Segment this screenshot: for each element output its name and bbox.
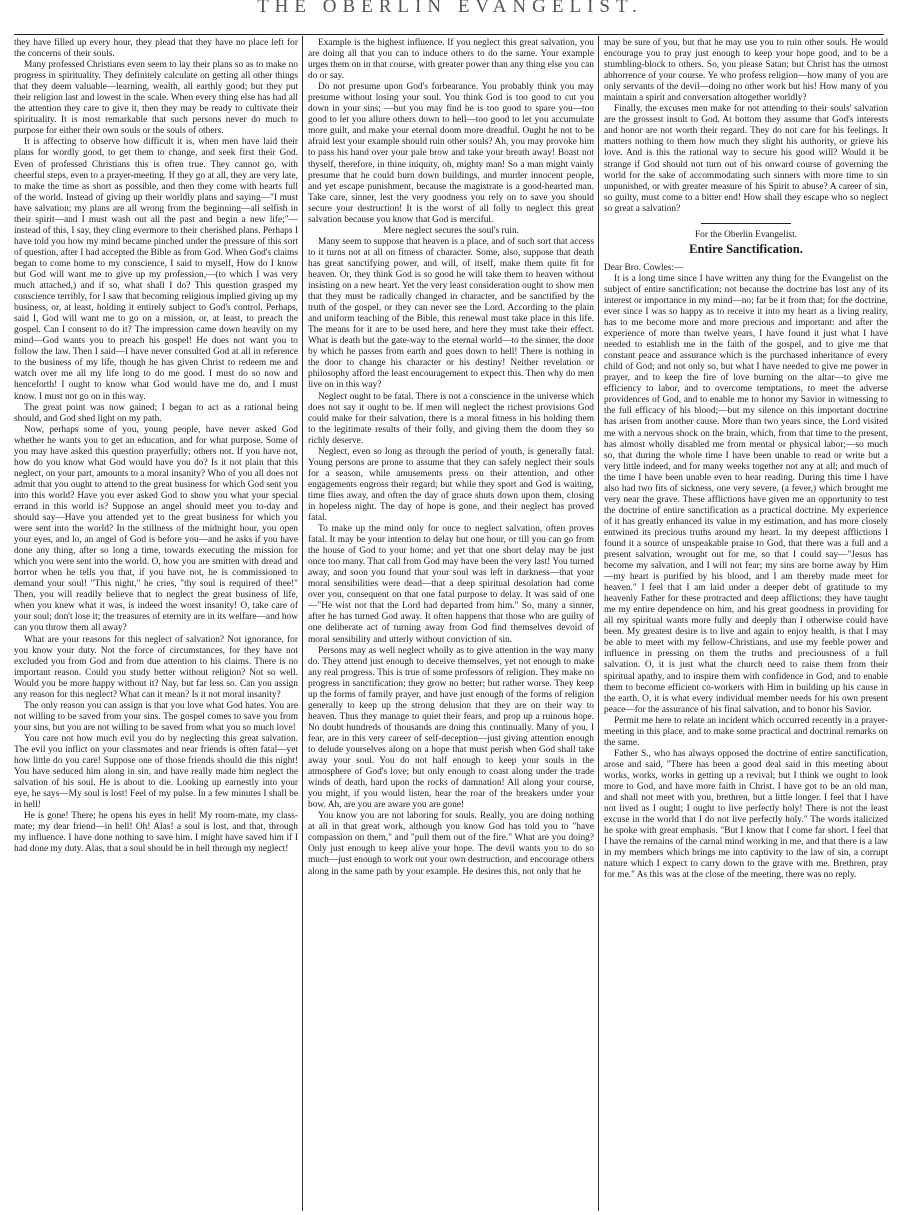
paragraph: To make up the mind only for once to neglect salvation, often proves fatal. It may be your intention to delay but one hour, or till you can go from the house of God to your home; and yet that one short delay may be just once too many. That call from God may have been the very last! You turned away, and soon you found that your soul was left in darkness—that your moral sensibilities were dead—that a deep spiritual desolation had come over you, consequent on that one fatal purpose to delay. It was said of one—"He wist not that the Lord had departed from him." So, many a sinner, after he has turned God away. It often happens that those who are guilty of one deliberate act of turning away from God find themselves devoid of moral sensibility and utterly without conviction of sin. [308,524,594,645]
article-end [604,38,888,215]
paragraph: You care not how much evil you do by neglecting this great salvation. The evil you inflict on your classmates and near friends is often fatal—yet how little do you care! Suppose one of those friends should die this night! You have seduced him along in sin, and have really made him neglect the salvation of his soul. He is about to die. Looking up earnestly into your eye, he says—My soul is lost! Feel of my pulse. In a few minutes I shall be in hell! [14,733,298,811]
paragraph: The only reason you can assign is that you love what God hates. You are not willing to be saved from your sins. The gospel comes to save you from your sins, but you are not willing to be saved from what you so much love! [14,700,298,733]
paragraph: may be sure of you, but that he may use you to ruin other souls. He would encourage you to pray just enough to keep your hope good, and to be a stumbling-block to others. So, you please Satan; but Christ has the utmost abhorrence of your course. Ye who profess religion—how many of you are only servants of the devil—doing no other work but his! How many of you maintain a spirit and conversation altogether worldly? [604,38,888,104]
masthead: THE OBERLIN EVANGELIST. [257,0,643,17]
column-right [604,38,888,1210]
letter-salutation: Dear Bro. Cowles:— [604,262,684,273]
paragraph: Neglect, even so long as through the period of youth, is generally fatal. Young persons are prone to assume that they can safely neglect their souls for a season, while amusements press on their attention, and other engagements engross their regard; but while they sport and God is waiting, time flies away, and often the day of grace shuts down upon them, closing in hopeless night. The day of hope is gone, and their neglect has proved fatal. [308,446,594,524]
paragraph: Permit me here to relate an incident which occurred recently in a prayer-meeting in this place, and to make some practical and doctrinal remarks on the same. [604,715,888,748]
paragraph: they have filled up every hour, they plead that they have no place left for the concerns of their souls. [14,38,298,60]
paragraph: Mere neglect secures the soul's ruin. [382,225,520,236]
top-rule [14,34,884,35]
article-separator [701,223,791,224]
letter-source: For the Oberlin Evangelist. [694,229,798,240]
paragraph: It is a long time since I have written any thing for the Evangelist on the subject of entire sanctification; not because the doctrine has lost any of its interest or importance in my mind—no; far be it from that; for the doctrine, ever since I was so happy as to receive it into my heart as a living reality, has to me become more and more precious and important: and after the experience of more than twelve years, I have found it just what I have needed to establish me in the faith of the gospel, and to give me that constant peace and assurance which is the purchased inheritance of every child of God; and not only so, but what I have needed to give me power in prayer, and to keep the fire of love burning on the altar—to give me efficiency to labor, and to overcome temptations, to meet the adverse providences of God, and to enable me to honor my Savior in witnessing to the full efficacy of his blood;—but my silence on this important doctrine has arisen from another cause. More than two years since, the Lord visited me with a nervous shock on the brain, which, from that time to the present, has almost wholly disabled me from mental or physical labor;—so much so, that during the whole time I have been unable to read or write but a very little indeed, and for many weeks together not any at all; and much of the time I have been unable even to hear reading. During this time I have also had two fits of sickness, one very severe, (a fever,) which brought me very near the grave. These afflictions have given me an opportunity to test the doctrine of entire sanctification as a practical doctrine. My experience of it has greatly enhanced its value in my estimation, and has more closely entwined its precious truths around my heart. In my deepest afflictions I found it a source of unspeakable praise to God, that there was a full and a present salvation, wrought out for me, so that I could say—"Jesus has become my salvation, and I will not fear; my sins are borne away by Him—my heart is purified by his blood, and I am thereby made meet for heaven." I feel that I am laid under a deeper debt of gratitude to my heavenly Father for these protracted and deep afflictions; they have taught me my entire dependence on him, and his great goodness in providing for all my spiritual wants more fully and deeply than I otherwise could have been. My greatest desire is to live and again to enjoy health, is that I may be able to meet with my fellow-Christians, and use my feeble power and influence in pressing on them the truths and preciousness of a full salvation. O, it is just what the church need to raise them from their spiritual apathy, and to inspire them with confidence in God, and to enable them to become efficient co-workers with Him in building up his cause in the earth. O, it is what every individual member needs for his own present peace—for the assurance of his final salvation, and to honor his Savior. [604,273,888,715]
paragraph: Finally, the excuses men make for not attending to their souls' salvation are the grossest insult to God. At bottom they assume that God's interests and honor are not worth their regard. They do not care for his feelings. It matters nothing to them how much they slight his authority, or grieve his love. And is this the rational way to secure his good will? Would it be strange if God should not turn out of his onward course of governing the world for the sake of accommodating such sinners with more time to sin unpunished, or with greater measure of his Spirit to abuse? A career of sin, so guilty, must come to a bitter end! How shall they escape who so neglect so great a salvation? [604,104,888,214]
paragraph: Do not presume upon God's forbearance. You probably think you may presume without losing your soul. You think God is too good to cut you down in your sins; —but you may find he is too good to spare you—too good to let you allure others down to hell—too good to let you accumulate more guilt, and make your eternal doom more dreadful. Ought he not to be afraid lest your example should ruin other souls? Ah, you may provoke him to pass his hand over your pale brow and take your breath away! Boast not thyself, therefore, in thine iniquity, oh, mighty man! So a man might vainly presume that he could burn down buildings, and murder innocent people, and yet escape punishment, because the magistrate is a good-hearted man. Take care, sinner, lest the very goodness you rely on to save you should secure your destruction! It is the worst of all folly to neglect this great salvation because you know that God is merciful. [308,82,594,225]
column-left [14,38,298,1210]
paragraph: The great point was now gained; I began to act as a rational being should, and God shed light on my path. [14,402,298,424]
paragraph: What are your reasons for this neglect of salvation? Not ignorance, for you know your duty. Not the force of circumstances, for they have not excluded you from God and from due attention to his claims. There is no important reason. Could you study better without religion? Not so well. Would you be more happy without it? Nay, but far less so. Can you assign any reason for this neglect? What can it mean? Is it not moral insanity? [14,634,298,700]
paragraph: Many seem to suppose that heaven is a place, and of such sort that access to it turns not at all on fitness of character. Some, also, suppose that death has great sanctifying power, and will, of itself, make them quite fit for heaven. Or, they think God is so good he will take them to heaven without insisting on a new heart. Yet the very least consideration ought to show men that they must be radically changed in character, and be sanctified by the truth of the gospel, or they can never see the Lord. According to the plain and uniform teaching of the Bible, this renewal must take place in this life. The means for it are to be used here, and here they must take their effect. What is death but the gate-way to the eternal world—to the sinner, the door by which he passes from earth and goes down to hell! There is nothing in the door to change his character or his destiny! Neither revelation or philosophy afford the least encouragement to expect this. Then why do men live on in this way? [308,236,594,391]
paragraph: You know you are not laboring for souls. Really, you are doing nothing at all in that great work, although you know God has told you to "have compassion on them," and "pull them out of the fire." What are you doing? Only just enough to keep alive your hope. The devil wants you to do so much—just enough to work out your own destruction, and encourage others along in the same path by your example. He desires this, not only that he [308,811,594,877]
letter-title: Entire Sanctification. [689,241,803,256]
letter-body [604,274,888,882]
paragraph: He is gone! There; he opens his eyes in hell! My room-mate, my class-mate; my dear friend—in hell! Oh! Alas! a soul is lost, and that, through my influence. I have done nothing to save him. I might have saved him if I had done my duty. Alas, that a soul should be in hell through my neglect! [14,811,298,855]
column-divider-1 [302,36,303,1211]
paragraph: It is affecting to observe how difficult it is, when men have laid their plans for wordly good, to get them to change, and seek first their God. Even of professed Christians this is often true. They cannot go, with cheerful steps, even to a prayer-meeting. If they go at all, they are very late, to make the time as short as possible, and then they come with hearts full of the world. Instead of giving up their worldly plans and saying—"I must have salvation; my plans are all wrong from the beginning—all selfish in their spirit—and I must wash out all the past and begin a new life;"—instead of this, I say, they cling evermore to their cherished plans. Perhaps I have told you how my mind became pinched under the pressure of this sort of question, after I had accepted the Bible as from God. When God's claims began to come home to my conscience, I said to myself, How do I know but God will want me to give up my profession,—(to which I was very much attached,) and if so, what shall I do? This question grasped my conscience terribly, for I saw that becoming religious implied giving up my business, or, at least, holding it entirely subject to God's control. Perhaps, said I, God will want me to go on a mission, or, at least, to preach the gospel. Can I consent to do it? The impression came down heavily on my mind—God wants you to preach his gospel! He does not want you to follow the law. Then I said—I have never consulted God at all in reference to the business of my life, though he has given Christ to redeem me and watch over me all my life long to do me good. I must do so now and henceforth! I ought to know what God would have me do, and I must know. I must not go on in this way. [14,137,298,402]
paragraph: Persons may as well neglect wholly as to give attention in the way many do. They attend just enough to deceive themselves, yet not enough to make any real progress. This is true of some professors of religion. They make no progress in sanctification; they grow no better; but rather worse. They keep up the forms of family prayer, and have just enough of the forms of religion generally to keep up the strong delusion that they are on their way to heaven. Thus they manage to quiet their fears, and prop up a ruinous hope. No doubt hundreds of thousands are doing this continually. Many of you, I fear, are in this very career of self-deception—just giving attention enough to delude yourselves along on a hope that must perish when God shall take away your soul. You do not half enough to keep your souls in the atmosphere of God's love; but only enough to coast along under the trade winds of death, hard upon the rocks of damnation! All along your course, you might, if you would listen, hear the roar of the breakers under your bow. Ah, are you are aware you are gone! [308,645,594,811]
paragraph: Now, perhaps some of you, young people, have never asked God whether he wants you to get an education, and for what purpose. Some of you may have asked this question prayerfully; others not. If you have not, how do you know what God would have you do? Is it not plain that this neglect, on your part, amounts to a moral insanity? Who of you all does not admit that you ought to attend to the great business for which God sent you into this world? Have you ever asked God to show you what your special errand in this world is? Suppose an angel should meet you to-day and should say—Have you attended yet to the great business for which you were sent into the world? In the stillness of the midnight hour, you open your eyes, and lo, an angel of God is before you—and he asks if you have done any thing, after so long a time, towards executing the mission for which you were sent into the world. O, how you are smitten with dread and horror when he tells you that, if you have not, he is commissioned to demand your soul! "This night," he cries, "thy soul is required of thee!" Then, you will readily believe that to neglect the great business of life, when you knew what it was, is indeed the worst insanity! O, take care of your soul; don't lose it; the treasures of eternity are in its welfare—and how can you throw them all away? [14,424,298,634]
paragraph: Many professed Christians even seem to lay their plans so as to make no progress in spirituality. They definitely calculate on getting all other things that they deem valuable—learning, wealth, all earthly good; but they put their religion last and lowest in the scale. When every thing else has had all the attention they care to give it, then they may be ready to cultivate their spirituality. It is most remarkable that such persons never do much to purpose for either their own souls or the souls of others. [14,60,298,137]
column-middle [308,38,594,1210]
paragraph: Example is the highest influence. If you neglect this great salvation, you are doing all that you can to induce others to do the same. Your example urges them on in that course, with greater power than any thing else you can do or say. [308,38,594,82]
column-divider-2 [598,36,599,1211]
paragraph: Father S., who has always opposed the doctrine of entire sanctification, arose and said, "There has been a good deal said in this meeting about works, works, works in getting up a revival; but I think we ought to look more to God, and have more faith in Christ. I have got to be an old man, and shall not meet with you, brethren, but a little longer. I feel that I have not lived as I ought; I ought to live perfectly holy! There is not the least excuse in the world that I do not live perfectly holy." The words italicized he spoke with great emphasis. "But I know that I come far short. I feel that I have the remains of the carnal mind working in me, and that there is a law in my members which brings me into captivity to the law of sin, a corrupt nature which I expect to carry down to the grave with me. Brethren, pray for me." As this was at the close of the meeting, there was no reply. [604,748,888,881]
paragraph: Neglect ought to be fatal. There is not a conscience in the universe which does not say it ought to be. If men will neglect the richest provisions God could make for their salvation, there is a moral fitness in his holding them to the legitimate results of their folly, and giving them the doom they so richly deserve. [308,391,594,446]
